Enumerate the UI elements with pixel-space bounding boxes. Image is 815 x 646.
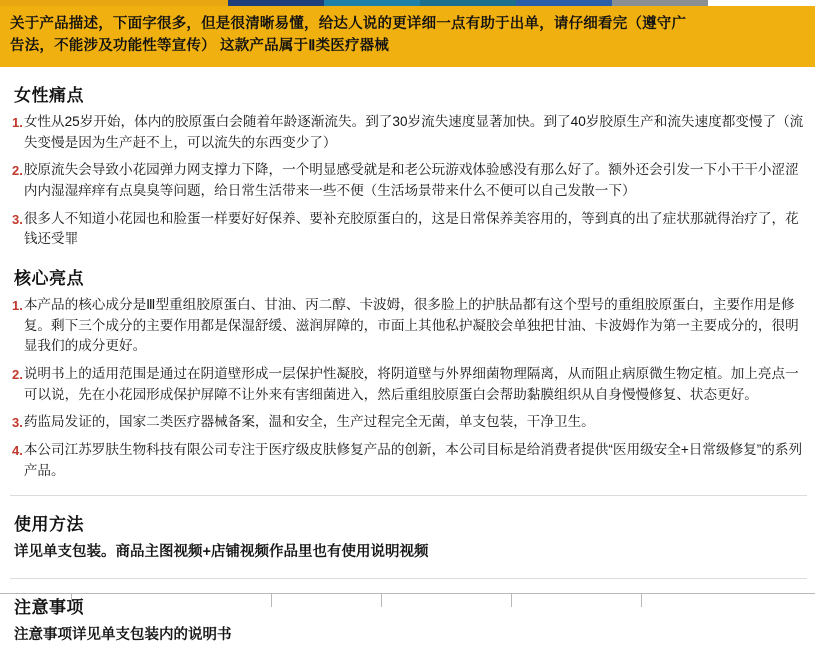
list-item (12, 295, 807, 357)
segment-grey (612, 0, 708, 6)
list-item-text: 本产品的核心成分是Ⅲ型重组胶原蛋白、甘油、丙二醇、卡波姆，很多脸上的护肤品都有这个型号的重组胶原蛋白，主要作用是修复。剩下三个成分的主要作用都是保湿舒缓、滋润屏障的，市面上其他私护凝胶会单独把甘油、卡波姆作为第一主要成分的，很明显我们的成分更好。 (23, 296, 799, 354)
segment-cyan (324, 0, 420, 6)
segment-blue-dark (228, 0, 324, 6)
section-title-highlights: 核心亮点 (14, 268, 84, 288)
usage-text: 详见单支包装。商品主图视频+店铺视频作品里也有使用说明视频 (14, 544, 429, 561)
list-item-number: 1. (12, 297, 23, 313)
segment-blue (516, 0, 612, 6)
list-item-number: 1. (12, 114, 23, 130)
list-item (12, 412, 807, 433)
table-cell (512, 594, 642, 607)
section-title-notice: 注意事项 (14, 597, 84, 617)
segment-white (708, 0, 815, 6)
list-item-number: 3. (12, 415, 23, 431)
segment-teal (420, 0, 516, 6)
segment-yellow (0, 0, 228, 6)
notice-banner (0, 6, 815, 67)
list-item (12, 160, 807, 201)
section-divider (10, 495, 807, 496)
section-title-pain-points: 女性痛点 (14, 85, 84, 105)
list-item-text: 药监局发证的，国家二类医疗器械备案，温和安全，生产过程完全无菌，单支包装，干净卫生。 (23, 414, 595, 430)
table-row (0, 593, 815, 607)
list-item-text: 很多人不知道小花园也和脸蛋一样要好好保养、要补充胶原蛋白的，这是日常保养美容用的，等到真的出了症状那就得治疗了，花钱还受罪 (23, 210, 799, 247)
list-item-text: 女性从25岁开始，体内的胶原蛋白会随着年龄逐渐流失。到了30岁流失速度显著加快。到了40岁胶原生产和流失速度都变慢了（流失变慢是因为生产赶不上，可以流失的东西变少了） (23, 113, 804, 150)
list-item-text: 本公司江苏罗肤生物科技有限公司专注于医疗级皮肤修复产品的创新，本公司目标是给消费者提供“医用级安全+日常级修复”的系列产品。 (23, 441, 803, 478)
section-divider (10, 578, 807, 579)
list-item (12, 112, 807, 153)
list-item-number: 2. (12, 163, 23, 179)
list-item (12, 440, 807, 481)
table-cell (272, 594, 382, 607)
section-title-usage: 使用方法 (14, 515, 84, 535)
document-body (0, 81, 815, 646)
list-item-number: 2. (12, 366, 23, 382)
banner-line-1: 关于产品描述，下面字很多，但是很清晰易懂，给达人说的更详细一点有助于出单，请仔细看完（遵守广 (10, 16, 687, 32)
list-item-number: 4. (12, 442, 23, 458)
notice-text: 注意事项详见单支包装内的说明书 (14, 626, 232, 643)
table-cell (642, 594, 815, 607)
list-item (12, 209, 807, 250)
table-cell (0, 594, 72, 607)
color-strip (0, 0, 815, 6)
list-item-text: 胶原流失会导致小花园弹力网支撑力下降，一个明显感受就是和老公玩游戏体验感没有那么好了。额外还会引发一下小干干小涩涩内内湿湿痒痒有点臭臭等问题，给日常生活带来一些不便（生活场景带来什么不便可以自己发散一下） (23, 162, 799, 198)
list-item-number: 3. (12, 211, 23, 227)
list-item (12, 364, 807, 405)
table-cell (72, 594, 272, 607)
banner-line-2: 告法，不能涉及功能性等宣传） 这款产品属于Ⅱ类医疗器械 (10, 38, 390, 55)
table-cell (382, 594, 512, 607)
list-item-text: 说明书上的适用范围是通过在阴道壁形成一层保护性凝胶，将阴道壁与外界细菌物理隔离，从而阻止病原微生物定植。加上亮点一可以说，先在小花园形成保护屏障不让外来有害细菌进入，然后重组胶原蛋白会帮助黏膜组织从自身慢慢修复、状态更好。 (23, 365, 799, 402)
